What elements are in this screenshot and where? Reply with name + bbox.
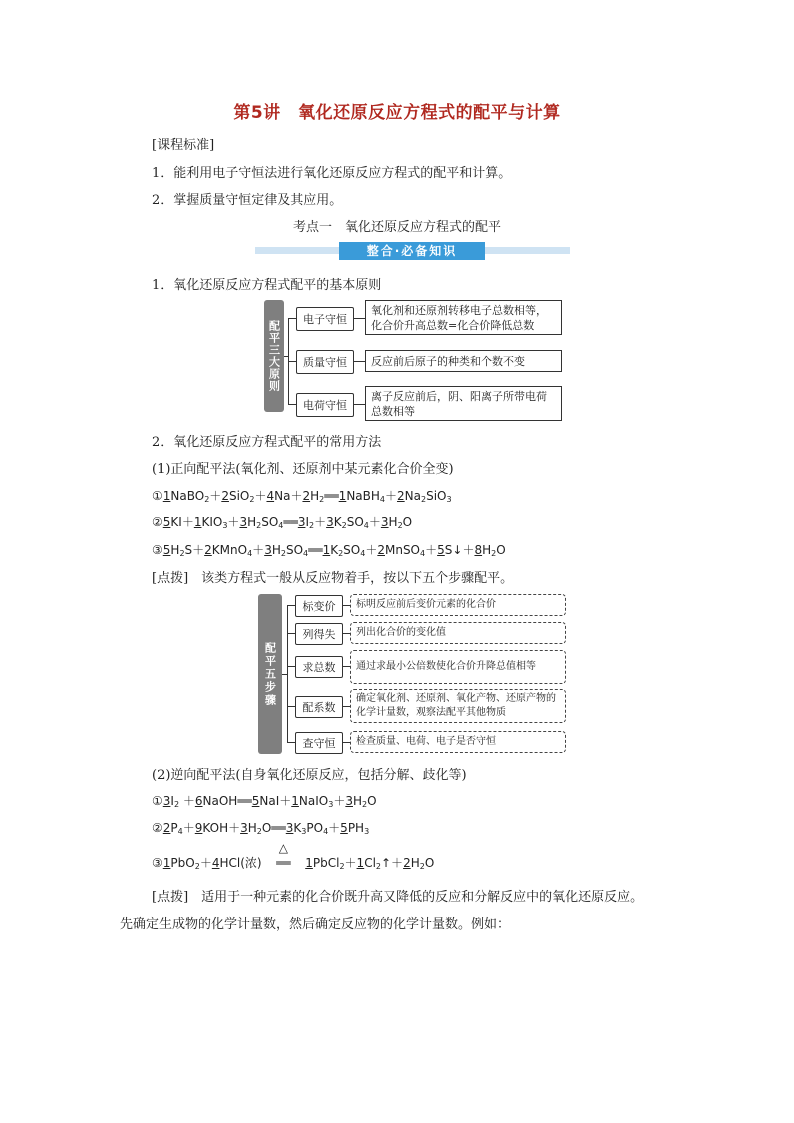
- curriculum-item-2: 2．掌握质量守恒定律及其应用。: [152, 193, 343, 208]
- step-check: 查守恒: [295, 732, 343, 754]
- knowledge-banner: [255, 242, 570, 260]
- step-total: 求总数: [295, 656, 343, 678]
- principle-charge: 电荷守恒: [296, 393, 354, 417]
- tip-2-line-1: [点拨] 适用于一种元素的化合价既升高又降低的反应和分解反应中的氧化还原反应。: [152, 890, 644, 905]
- principle-electron: 电子守恒: [296, 307, 354, 331]
- principle-mass-desc: 反应前后原子的种类和个数不变: [365, 350, 562, 372]
- step-list-change: 列得失: [295, 623, 343, 645]
- principles-side-label: 配平三大原则: [264, 300, 284, 412]
- step-coefficients: 配系数: [295, 696, 343, 718]
- step-check-desc: 检查质量、电荷、电子是否守恒: [350, 731, 566, 753]
- curriculum-item-1: 1．能利用电子守恒法进行氧化还原反应方程式的配平和计算。: [152, 166, 512, 181]
- tip-1: [点拨] 该类方程式一般从反应物着手，按以下五个步骤配平。: [152, 571, 514, 586]
- section-title: 考点一 氧化还原反应方程式的配平: [292, 220, 501, 235]
- curriculum-header: [课程标准]: [152, 138, 215, 153]
- part1-heading: 1．氧化还原反应方程式配平的基本原则: [152, 278, 382, 293]
- method2-heading: (2)逆向配平法(自身氧化还原反应，包括分解、歧化等): [152, 768, 467, 783]
- page-title: 第5讲 氧化还原反应方程式的配平与计算: [233, 103, 561, 123]
- equation-6: ③1PbO$_2$＋4HCl(浓) △ ══ $1PbCl_2+1Cl_2↑+2H_2O$: [152, 841, 435, 871]
- equation-3: $③5H_2S+2KMnO_4+3H_2SO_4══1K_2SO_4+2MnSO_4+5S↓+8H_2O$: [152, 543, 506, 558]
- step-list-change-desc: 列出化合价的变化值: [350, 622, 566, 644]
- step-mark-valence: 标变价: [295, 595, 343, 617]
- steps-side-label: 配平五步骤: [258, 594, 282, 754]
- principle-charge-desc: 离子反应前后，阴、阳离子所带电荷总数相等: [365, 386, 562, 421]
- equation-2: $②5KI+1KIO_3+3H_2SO_4══3I_2+3K_2SO_4+3H_2O$: [152, 515, 413, 530]
- banner-label: 整合·必备知识: [339, 242, 485, 260]
- step-mark-valence-desc: 标明反应前后变价元素的化合价: [350, 594, 566, 616]
- principle-mass: 质量守恒: [296, 350, 354, 374]
- step-total-desc: 通过求最小公倍数使化合价升降总值相等: [350, 650, 566, 684]
- method1-heading: (1)正向配平法(氧化剂、还原剂中某元素化合价全变): [152, 462, 454, 477]
- tip-2-line-2: 先确定生成物的化学计量数，然后确定反应物的化学计量数。例如：: [120, 917, 511, 932]
- equation-1: $①1NaBO_2+2SiO_2+4Na+2H_2══1NaBH_4+2Na_2SiO_3$: [152, 489, 452, 504]
- equation-4: $①3I_2$ $+6NaOH══5NaI+1NaIO_3+3H_2O$: [152, 794, 377, 809]
- step-coefficients-desc: 确定氧化剂、还原剂、氧化产物、还原产物的化学计量数，观察法配平其他物质: [350, 689, 566, 723]
- part2-heading: 2．氧化还原反应方程式配平的常用方法: [152, 435, 382, 450]
- equation-5: $②2P_4+9KOH+3H_2O══3K_3PO_4+5PH_3$: [152, 821, 370, 836]
- principle-electron-desc: 氧化剂和还原剂转移电子总数相等，化合价升高总数=化合价降低总数: [365, 300, 562, 335]
